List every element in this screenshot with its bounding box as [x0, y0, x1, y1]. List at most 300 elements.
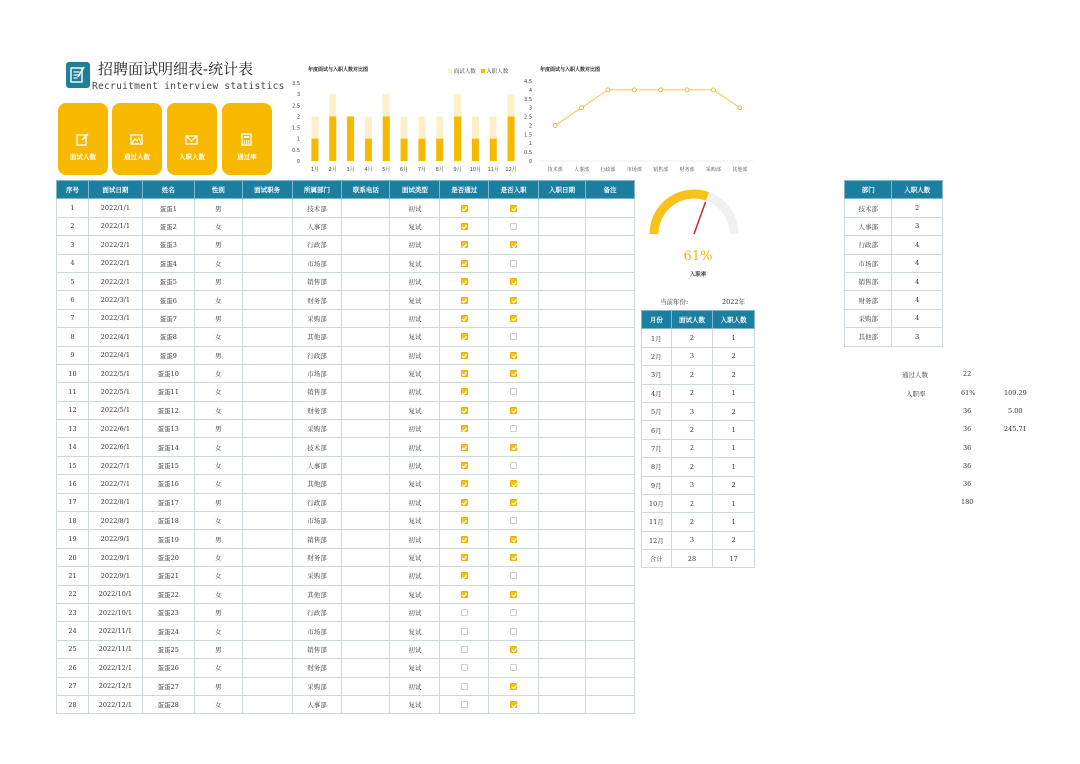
- passed-checkbox[interactable]: [440, 291, 489, 309]
- tile-interview-count[interactable]: [58, 103, 108, 175]
- table-cell: 2022/7/1: [88, 456, 142, 474]
- passed-checkbox[interactable]: [440, 346, 489, 364]
- table-cell: 复试: [390, 512, 440, 530]
- hired-checkbox[interactable]: [489, 548, 539, 566]
- table-cell: 男: [194, 493, 242, 511]
- passed-checkbox[interactable]: [440, 401, 489, 419]
- passed-checkbox[interactable]: [440, 640, 489, 658]
- checkbox[interactable]: [510, 646, 517, 653]
- stat-col2-value: 109.29: [1004, 389, 1027, 397]
- table-cell: 2022/7/1: [88, 475, 142, 493]
- y-tick-label: 3.5: [292, 81, 300, 87]
- page-subtitle: Recruitment interview statistics: [92, 81, 285, 92]
- table-cell: [539, 364, 586, 382]
- table-cell: 2: [671, 421, 713, 439]
- checkbox[interactable]: [461, 646, 468, 653]
- passed-checkbox[interactable]: [440, 548, 489, 566]
- table-cell: [539, 309, 586, 327]
- gauge-needle: [694, 202, 706, 234]
- table-cell: [242, 272, 292, 290]
- checkbox[interactable]: [510, 278, 517, 285]
- table-cell: [586, 401, 635, 419]
- checkbox[interactable]: [510, 425, 517, 432]
- checkbox[interactable]: [510, 444, 517, 451]
- table-cell: 采购部: [292, 420, 342, 438]
- table-cell: 蛋蛋16: [142, 475, 194, 493]
- table-cell: [586, 640, 635, 658]
- checkbox[interactable]: [461, 572, 468, 579]
- table-cell: 2: [671, 513, 713, 531]
- checkbox[interactable]: [510, 352, 517, 359]
- table-cell: [539, 603, 586, 621]
- checkbox[interactable]: [461, 333, 468, 340]
- checkbox[interactable]: [510, 223, 517, 230]
- passed-checkbox[interactable]: [440, 309, 489, 327]
- table-cell: 行政部: [845, 236, 892, 254]
- hired-checkbox[interactable]: [489, 383, 539, 401]
- table-cell: [539, 346, 586, 364]
- hired-checkbox[interactable]: [489, 309, 539, 327]
- y-tick-label: 2.5: [292, 103, 300, 110]
- pass-count-value: 22: [963, 370, 972, 378]
- checkbox[interactable]: [461, 517, 468, 524]
- table-cell: [342, 401, 390, 419]
- column-header: 入职日期: [539, 181, 586, 199]
- table-cell: [539, 328, 586, 346]
- tile-pass-count[interactable]: [112, 103, 162, 175]
- checkbox[interactable]: [461, 352, 468, 359]
- checkbox[interactable]: [510, 572, 517, 579]
- table-cell: 女: [194, 364, 242, 382]
- x-tick-label: 9月: [453, 167, 462, 173]
- bar-hired: [311, 139, 318, 161]
- checkbox[interactable]: [461, 462, 468, 469]
- year-value[interactable]: 2022年: [722, 298, 746, 306]
- table-cell: 18: [57, 512, 89, 530]
- table-cell: 蛋蛋3: [142, 236, 194, 254]
- dept-table: [844, 180, 943, 347]
- table-row: [845, 291, 943, 309]
- table-cell: [586, 420, 635, 438]
- hired-checkbox[interactable]: [489, 328, 539, 346]
- table-cell: 女: [194, 475, 242, 493]
- hired-checkbox[interactable]: [489, 659, 539, 677]
- y-tick-label: 3: [296, 92, 300, 99]
- checkbox[interactable]: [461, 591, 468, 598]
- table-cell: 女: [194, 383, 242, 401]
- table-row: [57, 640, 635, 658]
- checkbox[interactable]: [510, 297, 517, 304]
- bar-hired: [418, 139, 425, 161]
- checkbox[interactable]: [461, 260, 468, 267]
- table-cell: 2022/5/1: [88, 383, 142, 401]
- passed-checkbox[interactable]: [440, 603, 489, 621]
- column-header: 入职人数: [892, 181, 943, 199]
- month-table: [641, 310, 755, 568]
- y-tick-label: 4: [528, 87, 532, 94]
- table-cell: 初试: [390, 309, 440, 327]
- table-cell: [242, 475, 292, 493]
- table-cell: [539, 217, 586, 235]
- checkbox[interactable]: [510, 260, 517, 267]
- table-cell: 初试: [390, 677, 440, 695]
- passed-checkbox[interactable]: [440, 695, 489, 713]
- checkbox[interactable]: [461, 370, 468, 377]
- hired-checkbox[interactable]: [489, 695, 539, 713]
- table-cell: [342, 567, 390, 585]
- hire-rate-label: 入职率: [906, 390, 926, 398]
- table-cell: 蛋蛋18: [142, 512, 194, 530]
- checkbox[interactable]: [461, 499, 468, 506]
- hired-checkbox[interactable]: [489, 567, 539, 585]
- hired-checkbox[interactable]: [489, 475, 539, 493]
- gauge-label: 入职率: [689, 272, 707, 278]
- data-point: [580, 106, 584, 110]
- table-cell: [586, 456, 635, 474]
- hired-checkbox[interactable]: [489, 364, 539, 382]
- table-cell: 2022/5/1: [88, 364, 142, 382]
- passed-checkbox[interactable]: [440, 475, 489, 493]
- passed-checkbox[interactable]: [440, 493, 489, 511]
- table-cell: [539, 420, 586, 438]
- passed-checkbox[interactable]: [440, 622, 489, 640]
- checkbox[interactable]: [510, 241, 517, 248]
- passed-checkbox[interactable]: [440, 677, 489, 695]
- column-header: 入职人数: [713, 311, 755, 329]
- table-cell: 女: [194, 456, 242, 474]
- hired-checkbox[interactable]: [489, 217, 539, 235]
- table-cell: 女: [194, 438, 242, 456]
- hired-checkbox[interactable]: [489, 199, 539, 217]
- checkbox[interactable]: [461, 425, 468, 432]
- column-header: 是否入职: [489, 181, 539, 199]
- table-row: [642, 439, 755, 457]
- tile-hire-count[interactable]: [167, 103, 217, 175]
- year-label: 当前年份:: [660, 298, 689, 306]
- table-cell: 技术部: [845, 199, 892, 217]
- checkbox[interactable]: [461, 444, 468, 451]
- checkbox[interactable]: [461, 609, 468, 616]
- table-cell: 2022/1/1: [88, 199, 142, 217]
- checkbox[interactable]: [510, 609, 517, 616]
- table-cell: 3月: [642, 366, 672, 384]
- table-cell: 1: [713, 329, 755, 347]
- table-cell: [242, 346, 292, 364]
- table-cell: [586, 695, 635, 713]
- table-cell: [242, 217, 292, 235]
- passed-checkbox[interactable]: [440, 659, 489, 677]
- table-row: [57, 695, 635, 713]
- checkbox[interactable]: [510, 683, 517, 690]
- y-tick-label: 3.5: [524, 96, 532, 103]
- passed-checkbox[interactable]: [440, 456, 489, 474]
- table-cell: 男: [194, 603, 242, 621]
- checkbox[interactable]: [461, 223, 468, 230]
- table-cell: 人事部: [292, 695, 342, 713]
- checkbox[interactable]: [510, 205, 517, 212]
- table-cell: [242, 512, 292, 530]
- passed-checkbox[interactable]: [440, 567, 489, 585]
- hired-checkbox[interactable]: [489, 530, 539, 548]
- table-cell: 市场部: [845, 254, 892, 272]
- table-cell: [586, 622, 635, 640]
- table-row: [642, 513, 755, 531]
- checkbox[interactable]: [461, 407, 468, 414]
- table-cell: [342, 640, 390, 658]
- checkbox[interactable]: [510, 701, 517, 708]
- hired-checkbox[interactable]: [489, 272, 539, 290]
- table-cell: 9月: [642, 476, 672, 494]
- hired-checkbox[interactable]: [489, 236, 539, 254]
- table-cell: [342, 217, 390, 235]
- passed-checkbox[interactable]: [440, 217, 489, 235]
- checkbox[interactable]: [461, 480, 468, 487]
- table-cell: 13: [57, 420, 89, 438]
- passed-checkbox[interactable]: [440, 383, 489, 401]
- table-cell: 2022/12/1: [88, 659, 142, 677]
- checkbox[interactable]: [510, 628, 517, 635]
- table-cell: 女: [194, 695, 242, 713]
- hired-checkbox[interactable]: [489, 254, 539, 272]
- stat-col2-value: 245.71: [1004, 425, 1027, 433]
- table-cell: 17: [57, 493, 89, 511]
- table-cell: [342, 585, 390, 603]
- table-cell: [539, 438, 586, 456]
- table-row: [642, 550, 755, 568]
- table-cell: [586, 236, 635, 254]
- table-cell: 技术部: [292, 199, 342, 217]
- hired-checkbox[interactable]: [489, 456, 539, 474]
- table-cell: [586, 383, 635, 401]
- table-cell: 2022/10/1: [88, 603, 142, 621]
- bar-hired: [508, 116, 515, 161]
- checkbox[interactable]: [461, 683, 468, 690]
- bar-hired: [490, 139, 497, 161]
- table-cell: 合计: [642, 550, 672, 568]
- table-cell: 初试: [390, 567, 440, 585]
- checkbox[interactable]: [510, 407, 517, 414]
- table-cell: [539, 254, 586, 272]
- bar-hired: [329, 116, 336, 161]
- checkbox[interactable]: [510, 554, 517, 561]
- table-cell: 男: [194, 640, 242, 658]
- checkbox[interactable]: [461, 701, 468, 708]
- table-cell: [242, 420, 292, 438]
- table-cell: 2022/2/1: [88, 236, 142, 254]
- passed-checkbox[interactable]: [440, 585, 489, 603]
- table-cell: 19: [57, 530, 89, 548]
- passed-checkbox[interactable]: [440, 420, 489, 438]
- table-row: [845, 236, 943, 254]
- table-cell: 2: [671, 458, 713, 476]
- table-cell: 2: [671, 366, 713, 384]
- tile-pass-rate[interactable]: [222, 103, 272, 175]
- table-cell: [539, 291, 586, 309]
- legend-label: 面试人数: [453, 69, 476, 75]
- checkbox[interactable]: [461, 241, 468, 248]
- table-row: [642, 421, 755, 439]
- checkbox[interactable]: [510, 664, 517, 671]
- x-tick-label: 10月: [469, 167, 482, 173]
- table-cell: 采购部: [845, 309, 892, 327]
- hired-checkbox[interactable]: [489, 420, 539, 438]
- table-row: [57, 659, 635, 677]
- checkbox[interactable]: [461, 664, 468, 671]
- table-cell: [586, 548, 635, 566]
- table-cell: 财务部: [845, 291, 892, 309]
- checkbox[interactable]: [510, 591, 517, 598]
- tile-label: 入职人数: [179, 153, 205, 161]
- checkbox[interactable]: [461, 278, 468, 285]
- checkbox[interactable]: [510, 388, 517, 395]
- table-row: [57, 199, 635, 217]
- column-header: 性别: [194, 181, 242, 199]
- checkbox[interactable]: [510, 370, 517, 377]
- hired-checkbox[interactable]: [489, 512, 539, 530]
- table-cell: 2022/6/1: [88, 420, 142, 438]
- table-cell: 蛋蛋6: [142, 291, 194, 309]
- table-cell: [242, 695, 292, 713]
- table-cell: [539, 236, 586, 254]
- image-icon: [130, 133, 143, 146]
- passed-checkbox[interactable]: [440, 254, 489, 272]
- table-cell: 女: [194, 512, 242, 530]
- table-cell: [586, 438, 635, 456]
- hired-checkbox[interactable]: [489, 438, 539, 456]
- table-cell: [539, 585, 586, 603]
- table-cell: 其他部: [292, 475, 342, 493]
- table-cell: [586, 199, 635, 217]
- table-cell: 销售部: [292, 383, 342, 401]
- table-cell: 28: [57, 695, 89, 713]
- table-cell: 10: [57, 364, 89, 382]
- checkbox[interactable]: [461, 315, 468, 322]
- table-cell: 21: [57, 567, 89, 585]
- table-cell: [342, 548, 390, 566]
- table-cell: 蛋蛋14: [142, 438, 194, 456]
- passed-checkbox[interactable]: [440, 364, 489, 382]
- table-cell: [242, 236, 292, 254]
- table-cell: 初试: [390, 493, 440, 511]
- hired-checkbox[interactable]: [489, 622, 539, 640]
- passed-checkbox[interactable]: [440, 272, 489, 290]
- column-header: 面试类型: [390, 181, 440, 199]
- table-cell: [242, 659, 292, 677]
- edit-icon: [76, 133, 89, 146]
- checkbox[interactable]: [510, 517, 517, 524]
- mail-icon: [185, 133, 198, 146]
- hired-checkbox[interactable]: [489, 493, 539, 511]
- checkbox[interactable]: [510, 480, 517, 487]
- table-cell: 25: [57, 640, 89, 658]
- table-cell: [342, 438, 390, 456]
- table-cell: 5月: [642, 402, 672, 420]
- data-point: [553, 123, 557, 127]
- table-cell: 8: [57, 328, 89, 346]
- checkbox[interactable]: [510, 315, 517, 322]
- hired-checkbox[interactable]: [489, 677, 539, 695]
- table-row: [845, 309, 943, 327]
- table-cell: [242, 530, 292, 548]
- hire-rate-gauge: [646, 188, 742, 246]
- table-cell: [342, 622, 390, 640]
- hired-checkbox[interactable]: [489, 585, 539, 603]
- table-cell: 2022/5/1: [88, 401, 142, 419]
- checkbox[interactable]: [461, 297, 468, 304]
- passed-checkbox[interactable]: [440, 530, 489, 548]
- tile-label: 面试人数: [70, 153, 96, 161]
- table-cell: 蛋蛋17: [142, 493, 194, 511]
- passed-checkbox[interactable]: [440, 328, 489, 346]
- hired-checkbox[interactable]: [489, 640, 539, 658]
- checkbox[interactable]: [510, 499, 517, 506]
- checkbox[interactable]: [461, 388, 468, 395]
- checkbox[interactable]: [461, 536, 468, 543]
- x-tick-label: 3月: [346, 167, 355, 173]
- table-cell: 蛋蛋19: [142, 530, 194, 548]
- table-cell: [242, 622, 292, 640]
- bar-hired: [347, 116, 354, 161]
- table-cell: 4月: [642, 384, 672, 402]
- passed-checkbox[interactable]: [440, 199, 489, 217]
- table-cell: 24: [57, 622, 89, 640]
- table-cell: 蛋蛋11: [142, 383, 194, 401]
- table-cell: [539, 695, 586, 713]
- table-row: [845, 272, 943, 290]
- table-cell: [242, 603, 292, 621]
- table-cell: 其他部: [845, 328, 892, 346]
- table-cell: [539, 199, 586, 217]
- table-cell: 23: [57, 603, 89, 621]
- x-tick-label: 6月: [399, 167, 409, 173]
- table-cell: 女: [194, 328, 242, 346]
- table-cell: 12: [57, 401, 89, 419]
- table-cell: [586, 272, 635, 290]
- table-row: [57, 254, 635, 272]
- checkbox[interactable]: [510, 333, 517, 340]
- table-cell: [342, 383, 390, 401]
- passed-checkbox[interactable]: [440, 438, 489, 456]
- y-tick-label: 0: [296, 159, 300, 165]
- hired-checkbox[interactable]: [489, 291, 539, 309]
- table-cell: 12月: [642, 531, 672, 549]
- table-cell: 3: [671, 402, 713, 420]
- checkbox[interactable]: [461, 205, 468, 212]
- hired-checkbox[interactable]: [489, 346, 539, 364]
- passed-checkbox[interactable]: [440, 236, 489, 254]
- hired-checkbox[interactable]: [489, 401, 539, 419]
- table-cell: [242, 254, 292, 272]
- checkbox[interactable]: [510, 536, 517, 543]
- line-chart: [524, 75, 758, 175]
- table-cell: 采购部: [292, 567, 342, 585]
- table-cell: [342, 512, 390, 530]
- table-cell: 16: [57, 475, 89, 493]
- table-row: [642, 494, 755, 512]
- y-tick-label: 0: [528, 159, 532, 165]
- passed-checkbox[interactable]: [440, 512, 489, 530]
- checkbox[interactable]: [461, 554, 468, 561]
- table-cell: [539, 640, 586, 658]
- table-cell: 复试: [390, 254, 440, 272]
- table-cell: 复试: [390, 695, 440, 713]
- table-cell: 2: [892, 199, 943, 217]
- table-cell: [539, 548, 586, 566]
- table-cell: 蛋蛋20: [142, 548, 194, 566]
- checkbox[interactable]: [510, 462, 517, 469]
- hired-checkbox[interactable]: [489, 603, 539, 621]
- checkbox[interactable]: [461, 628, 468, 635]
